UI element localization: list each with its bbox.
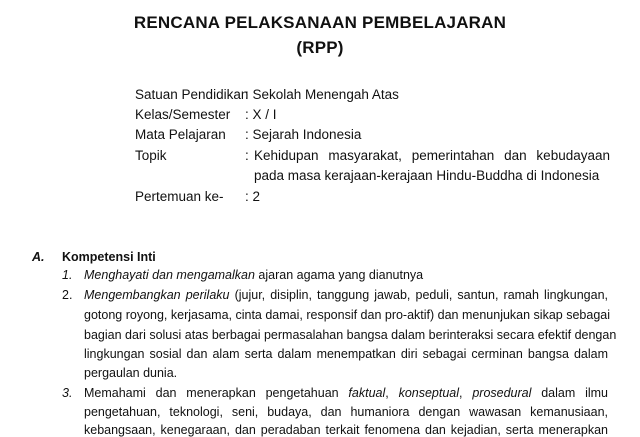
list-item-text: lingkungan sosial dan alam serta dalam menempatkan diri sebagai cerminan bangsa dalam [84, 347, 608, 361]
pertemuan-label: Pertemuan ke- [135, 189, 224, 204]
text-run: , [459, 386, 473, 400]
list-item-text [84, 268, 608, 282]
text-run: dalam ilmu [531, 386, 608, 400]
list-number: 3. [62, 386, 73, 400]
kelas-value: : X / I [245, 107, 277, 122]
italic-phrase: Menghayati dan mengamalkan [84, 268, 255, 282]
topik-line-2: pada masa kerajaan-kerajaan Hindu-Buddha di Indonesia [254, 168, 600, 183]
text-run: ajaran agama yang dianutnya [254, 268, 424, 282]
list-item-text: pergaulan dunia. [84, 366, 178, 380]
satuan-value: : Sekolah Menengah Atas [245, 87, 399, 102]
italic-phrase: konseptual [398, 386, 460, 400]
text-run: , [385, 386, 399, 400]
italic-phrase: faktual [348, 386, 386, 400]
list-number: 2. [62, 288, 73, 302]
italic-phrase: Mengembangkan perilaku [84, 288, 230, 302]
list-item-text: bagian dari solusi atas berbagai permasalahan bangsa dalam berinteraksi secara efektif dengan [84, 328, 617, 342]
topik-line-1: Kehidupan masyarakat, pemerintahan dan kebudayaan [254, 148, 610, 163]
mapel-value: : Sejarah Indonesia [245, 127, 362, 142]
pertemuan-value: : 2 [245, 189, 261, 204]
text-run: Memahami dan menerapkan pengetahuan [84, 386, 349, 400]
list-item-text: pengetahuan, teknologi, seni, budaya, dan humaniora dengan wawasan kemanusiaan, [84, 405, 608, 419]
list-item-text: kebangsaan, kenegaraan, dan peradaban terkait fenomena dan kejadian, serta menerapkan [84, 423, 608, 437]
satuan-label: Satuan Pendidikan [135, 87, 249, 102]
list-item-text [84, 288, 608, 302]
italic-phrase: prosedural [472, 386, 532, 400]
list-item-text [84, 386, 608, 400]
topik-label: Topik [135, 148, 167, 163]
document-subtitle: (RPP) [296, 38, 344, 57]
section-title: Kompetensi Inti [62, 250, 156, 264]
topik-colon: : [245, 148, 249, 163]
list-number: 1. [62, 268, 73, 282]
mapel-label: Mata Pelajaran [135, 127, 226, 142]
text-run: (jujur, disiplin, tanggung jawab, peduli, santun, ramah lingkungan, [229, 288, 608, 302]
document-title: RENCANA PELAKSANAAN PEMBELAJARAN [133, 13, 507, 32]
kelas-label: Kelas/Semester [135, 107, 231, 122]
section-letter: A. [32, 250, 45, 264]
list-item-text: gotong royong, kerjasama, cinta damai, responsif dan pro-aktif) dan menunjukan sikap sebagai [84, 308, 611, 322]
